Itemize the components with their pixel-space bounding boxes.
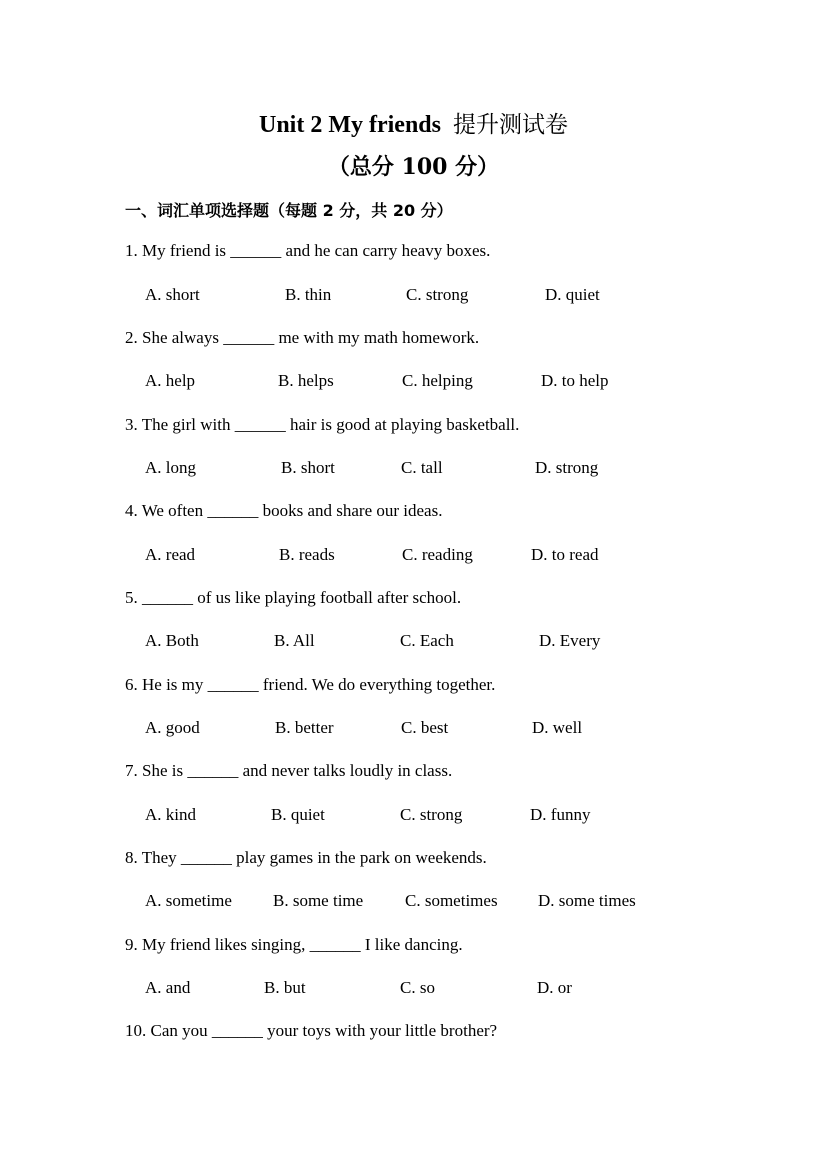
option-a: A. Both [145,631,199,650]
option-b: B. short [281,458,335,477]
option-c: C. strong [400,805,463,824]
option-c: C. tall [401,458,443,477]
question-5: 5. ______ of us like playing football after school. [125,588,462,607]
page-title [0,106,827,139]
option-b: B. some time [273,891,364,910]
question-4: 4. We often ______ books and share our ideas. [125,501,443,520]
question-8: 8. They ______ play games in the park on weekends. [125,848,487,867]
options-row-9 [0,978,827,1002]
option-b: B. better [275,718,334,737]
option-c: C. reading [402,545,473,564]
option-b: B. thin [285,285,332,304]
option-b: B. reads [279,545,335,564]
question-7: 7. She is ______ and never talks loudly in class. [125,761,453,780]
option-d: D. well [532,718,583,737]
option-b: B. helps [278,371,334,390]
option-a: A. long [145,458,196,477]
option-d: D. to help [541,371,609,390]
option-d: D. strong [535,458,599,477]
option-c: C. strong [406,285,469,304]
option-d: D. some times [538,891,636,910]
options-row-1 [0,285,827,309]
option-b: B. quiet [271,805,325,824]
option-c: C. Each [400,631,454,650]
question-2: 2. She always ______ me with my math homework. [125,328,480,347]
options-row-4 [0,545,827,569]
option-d: D. quiet [545,285,600,304]
option-a: A. good [145,718,200,737]
total-score: （总分 100 分） [327,154,500,180]
question-9: 9. My friend likes singing, ______ I like dancing. [125,935,463,954]
option-a: A. and [145,978,191,997]
option-b: B. All [274,631,315,650]
section-heading: 一、词汇单项选择题（每题 2 分，共 20 分） [125,201,453,220]
options-row-2 [0,371,827,395]
options-row-5 [0,631,827,655]
option-a: A. kind [145,805,196,824]
option-d: D. to read [531,545,599,564]
option-c: C. helping [402,371,473,390]
option-a: A. help [145,371,196,390]
option-d: D. funny [530,805,591,824]
option-a: A. read [145,545,196,564]
option-c: C. sometimes [405,891,498,910]
options-row-6 [0,718,827,742]
option-a: A. sometime [145,891,232,910]
option-d: D. or [537,978,572,997]
option-d: D. Every [539,631,601,650]
options-row-8 [0,891,827,915]
option-c: C. best [401,718,449,737]
question-1: 1. My friend is ______ and he can carry heavy boxes. [125,241,491,260]
options-row-3 [0,458,827,482]
title-english: Unit 2 My friends [259,112,441,138]
question-3: 3. The girl with ______ hair is good at playing basketball. [125,415,520,434]
question-6: 6. He is my ______ friend. We do everything together. [125,675,496,694]
title-chinese: 提升测试卷 [453,112,568,138]
option-b: B. but [264,978,306,997]
option-a: A. short [145,285,200,304]
question-10: 10. Can you ______ your toys with your little brother? [125,1021,498,1040]
option-c: C. so [400,978,435,997]
options-row-7 [0,805,827,829]
